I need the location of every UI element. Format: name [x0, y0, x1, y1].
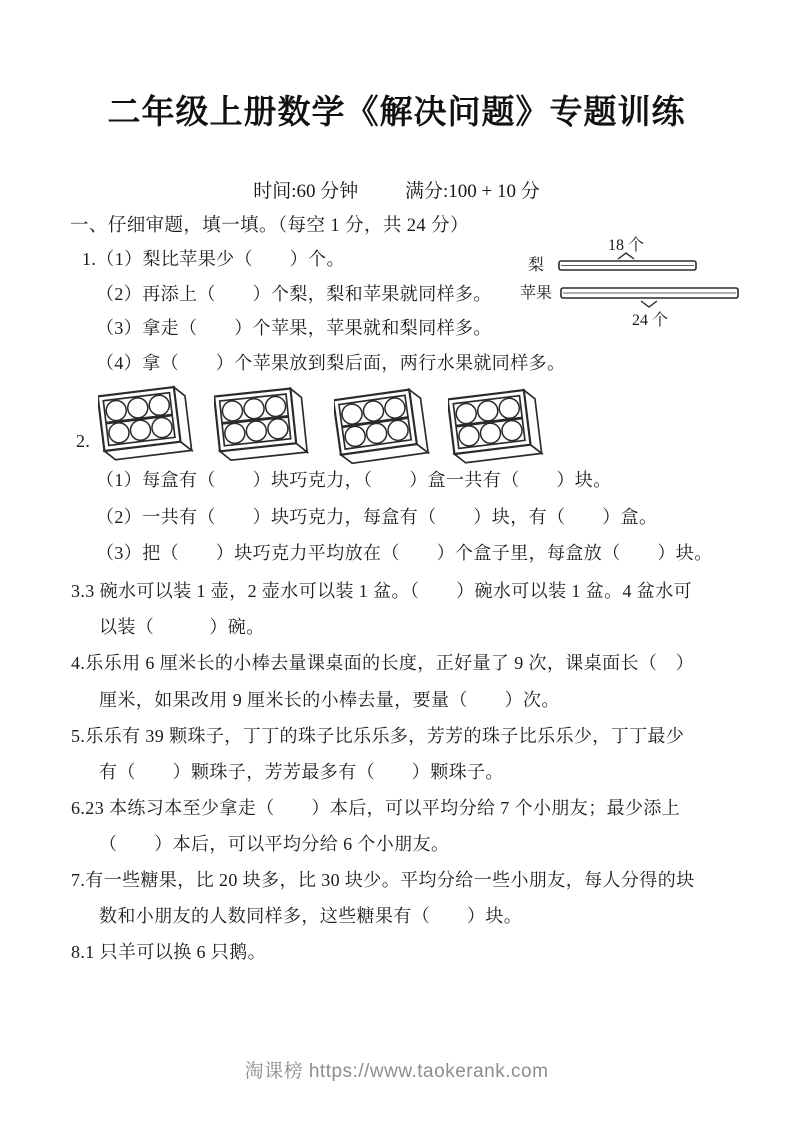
q5-line-1: 5.乐乐有 39 颗珠子，丁丁的珠子比乐乐多，芳芳的珠子比乐乐少，丁丁最少 [71, 726, 685, 746]
pear-count-label: 18 个 [607, 237, 645, 254]
q1-line-4: （4）拿（ ）个苹果放到梨后面，两行水果就同样多。 [96, 353, 566, 373]
pear-label: 梨 [528, 257, 545, 274]
q1-line-2: （2）再添上（ ）个梨，梨和苹果就同样多。 [96, 284, 492, 304]
q6-line-2: （ ）本后，可以平均分给 6 个小朋友。 [99, 834, 450, 854]
footer-watermark: 淘课榜 https://www.taokerank.com [244, 1061, 549, 1082]
q8-line-1: 8.1 只羊可以换 6 只鹅。 [71, 942, 266, 962]
q2-line-2: （2）一共有（ ）块巧克力，每盒有（ ）块，有（ ）盒。 [96, 507, 658, 527]
section-1-heading: 一、仔细审题，填一填。（每空 1 分，共 24 分） [70, 216, 469, 236]
q6-line-1: 6.23 本练习本至少拿走（ ）本后，可以平均分给 7 个小朋友；最少添上 [71, 798, 681, 818]
q1-line-3: （3）拿走（ ）个苹果，苹果就和梨同样多。 [96, 318, 492, 338]
exam-score: 满分:100 + 10 分 [405, 181, 540, 202]
q4-line-2: 厘米，如果改用 9 厘米长的小棒去量，要量（ ）次。 [99, 690, 560, 710]
q2-line-3: （3）把（ ）块巧克力平均放在（ ）个盒子里，每盒放（ ）块。 [96, 543, 713, 563]
chocolate-box-illustration [98, 383, 198, 463]
page-title: 二年级上册数学《解决问题》专题训练 [107, 95, 686, 131]
q3-line-2: 以装（ ）碗。 [99, 617, 265, 637]
q2-line-1: （1）每盒有（ ）块巧克力，（ ）盒一共有（ ）块。 [96, 470, 612, 490]
apple-brace [641, 301, 657, 307]
fruit-bar-diagram [514, 228, 792, 330]
q1-line-1: 1.（1）梨比苹果少（ ）个。 [82, 249, 345, 269]
q3-line-1: 3.3 碗水可以装 1 壶，2 壶水可以装 1 盆。（ ）碗水可以装 1 盆。4 盆水可 [71, 581, 692, 601]
q2-number: 2. [76, 431, 91, 451]
q4-line-1: 4.乐乐用 6 厘米长的小棒去量课桌面的长度，正好量了 9 次，课桌面长（ ） [71, 653, 695, 673]
q7-line-2: 数和小朋友的人数同样多，这些糖果有（ ）块。 [99, 906, 523, 926]
chocolate-box-illustration [448, 386, 548, 466]
q7-line-1: 7.有一些糖果，比 20 块多，比 30 块少。平均分给一些小朋友，每人分得的块 [71, 870, 695, 890]
apple-label: 苹果 [520, 285, 553, 302]
exam-time: 时间:60 分钟 [253, 181, 359, 202]
chocolate-box-illustration [334, 386, 434, 466]
q5-line-2: 有（ ）颗珠子，芳芳最多有（ ）颗珠子。 [99, 762, 504, 782]
chocolate-box-illustration [214, 384, 314, 464]
exam-meta [0, 176, 793, 203]
apple-count-label: 24 个 [631, 312, 669, 329]
